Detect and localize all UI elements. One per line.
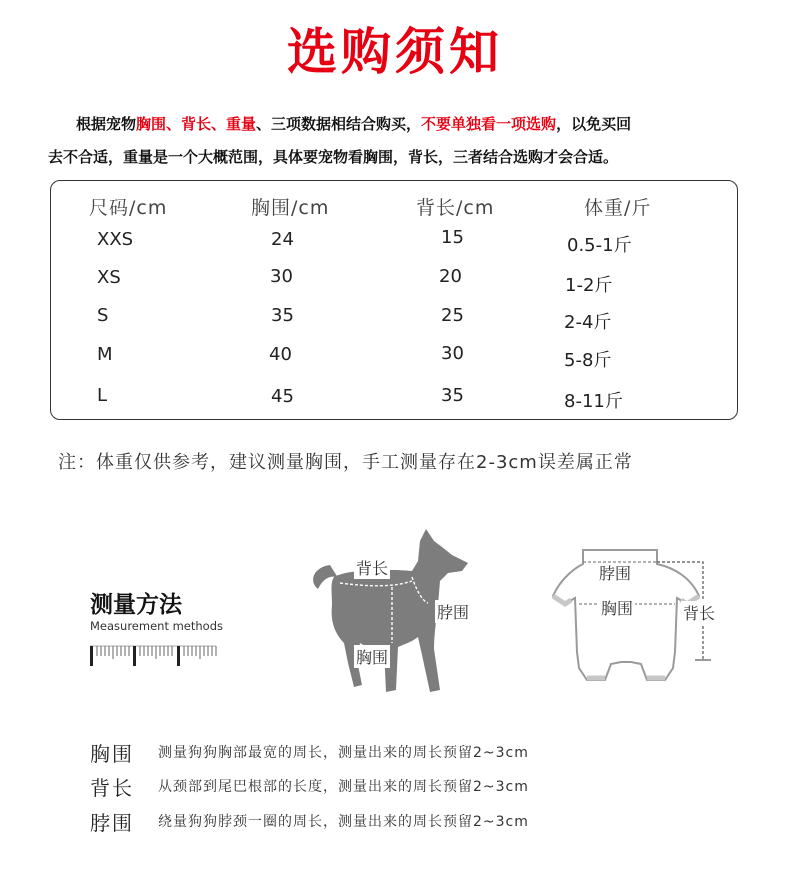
definition-text: 测量狗狗胸部最宽的周长，测量出来的周长预留2~3cm — [158, 745, 529, 761]
method-subtitle: Measurement methods — [90, 619, 224, 633]
notice-highlight-warning: 不要单独看一项选购 — [421, 115, 557, 133]
dog-label-back-length: 背长 — [354, 556, 390, 579]
notice-text: ，以免买回 — [556, 115, 632, 133]
size-table — [50, 180, 738, 420]
cell-back: 30 — [441, 343, 464, 364]
cell-weight: 2-4斤 — [564, 312, 612, 333]
notice-text: 根据宠物 — [76, 115, 137, 133]
header-chest: 胸围/cm — [251, 197, 330, 219]
garment-label-back-length: 背长 — [681, 601, 717, 624]
cell-chest: 24 — [271, 229, 294, 250]
dog-label-chest: 胸围 — [354, 645, 390, 668]
header-back: 背长/cm — [416, 197, 495, 219]
cell-weight: 8-11斤 — [564, 391, 623, 412]
cell-chest: 45 — [271, 386, 294, 407]
measurement-note: 注：体重仅供参考，建议测量胸围，手工测量存在2-3cm误差属正常 — [58, 452, 633, 473]
definition-term: 背长 — [90, 776, 134, 800]
page-title: 选购须知 — [287, 23, 503, 81]
notice-text: 、三项数据相结合购买， — [256, 115, 422, 133]
header-weight: 体重/斤 — [584, 197, 652, 219]
garment-label-neck: 脖围 — [599, 564, 632, 583]
cell-back: 25 — [441, 305, 464, 326]
definition-text: 绕量狗狗脖颈一圈的周长，测量出来的周长预留2~3cm — [158, 814, 529, 830]
garment-measurement-figure — [545, 540, 735, 700]
method-title: 测量方法 — [90, 592, 182, 618]
header-size: 尺码/cm — [89, 197, 168, 219]
ruler-icon — [90, 640, 220, 668]
definition-term: 脖围 — [90, 811, 134, 835]
notice-line-2: 去不合适，重量是一个大概范围，具体要宠物看胸围，背长，三者结合选购才会合适。 — [48, 148, 619, 166]
purchase-notice — [48, 108, 748, 174]
garment-label-chest: 胸围 — [599, 596, 635, 619]
cell-back: 20 — [439, 266, 462, 287]
dog-measurement-figure — [300, 525, 500, 700]
cell-size: M — [97, 344, 113, 365]
cell-weight: 0.5-1斤 — [567, 235, 632, 256]
cell-size: XS — [97, 267, 121, 288]
cell-size: XXS — [97, 229, 134, 250]
cell-back: 15 — [441, 227, 464, 248]
cell-weight: 5-8斤 — [564, 350, 612, 371]
dog-label-neck: 脖围 — [435, 600, 471, 623]
cell-chest: 35 — [271, 305, 294, 326]
cell-chest: 30 — [270, 266, 293, 287]
notice-highlight-measures: 胸围、背长、重量 — [136, 115, 257, 133]
cell-weight: 1-2斤 — [565, 275, 613, 296]
cell-size: S — [97, 305, 109, 326]
definition-term: 胸围 — [90, 742, 134, 766]
definition-text: 从颈部到尾巴根部的长度，测量出来的周长预留2~3cm — [158, 779, 529, 795]
cell-size: L — [97, 385, 108, 406]
cell-chest: 40 — [269, 344, 292, 365]
cell-back: 35 — [441, 385, 464, 406]
notice-line-1 — [48, 108, 748, 141]
